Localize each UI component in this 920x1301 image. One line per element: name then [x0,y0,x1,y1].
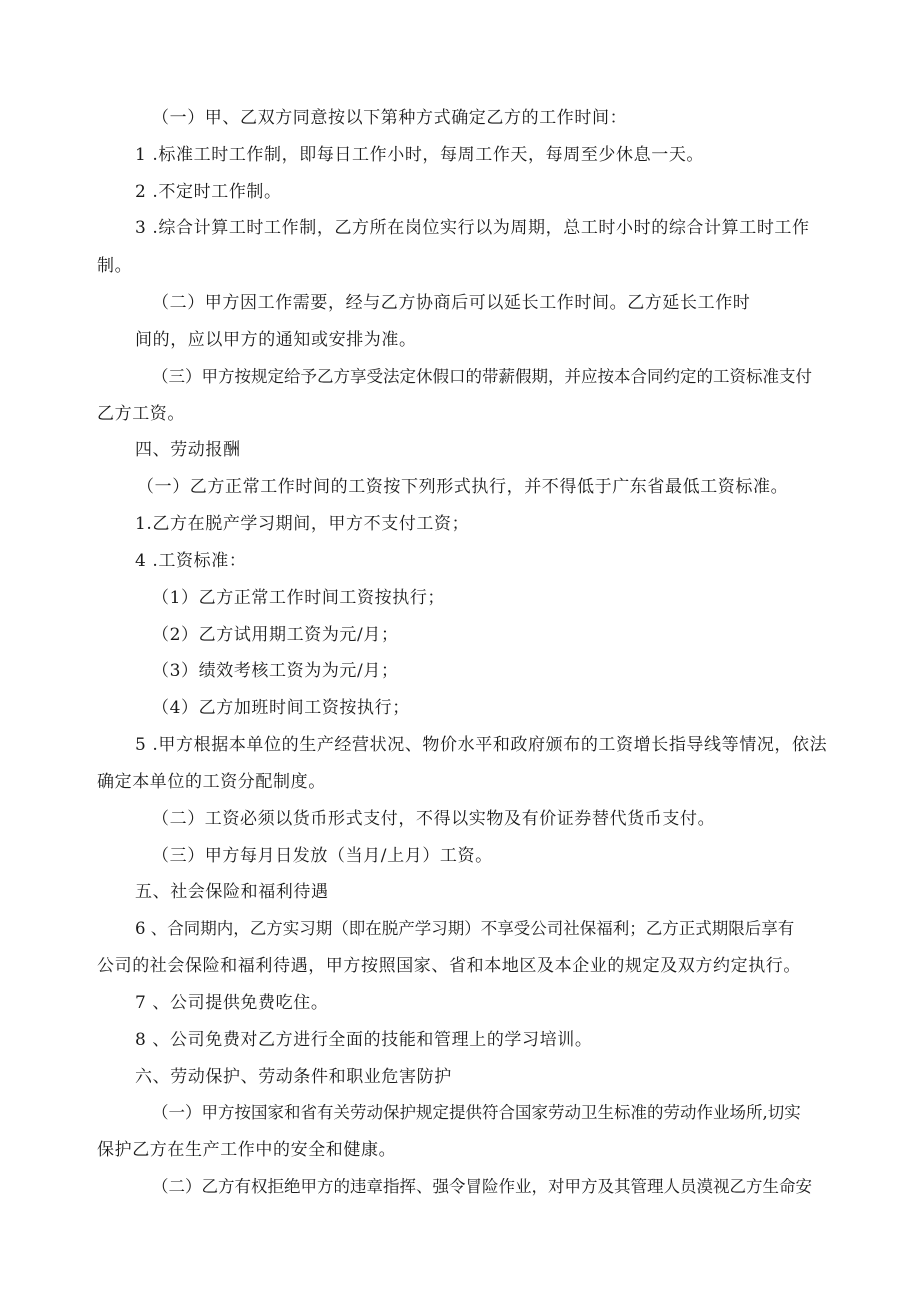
paragraph-line: （1）乙方正常工作时间工资按执行； [152,588,446,608]
section-heading: 五、社会保险和福利待遇 [135,882,329,902]
paragraph-line: （二）甲方因工作需要，经与乙方协商后可以延长工作时间。乙方延长工作时 [152,293,751,313]
paragraph-line: 制。 [97,256,133,276]
paragraph-line: （4）乙方加班时间工资按执行； [152,698,410,718]
paragraph-line: （三）甲方按规定给予乙方享受法定休假口的带薪假期，并应按本合同约定的工资标准支付 [152,367,812,386]
paragraph-line: （一）乙方正常工作时间的工资按下列形式执行，并不得低于广东省最低工资标准。 [137,477,789,497]
paragraph-line: 公司的社会保险和福利待遇，甲方按照国家、省和本地区及本企业的规定及双方约定执行。 [97,956,801,976]
paragraph-line: 乙方工资。 [97,404,185,424]
paragraph-line: 3 .综合计算工时工作制，乙方所在岗位实行以为周期，总工时小时的综合计算工时工作 [135,218,810,238]
paragraph-line: 间的，应以甲方的通知或安排为准。 [135,330,417,350]
paragraph-line: 8 、公司免费对乙方进行全面的技能和管理上的学习培训。 [135,1030,593,1050]
paragraph-line: （三）甲方每月日发放（当月/上月）工资。 [152,846,493,866]
paragraph-line: 1 .标准工时工作制，即每日工作小时，每周工作天，每周至少休息一天。 [135,145,705,165]
paragraph-line: （一）甲方按国家和省有关劳动保护规定提供符合国家劳动卫生标准的劳动作业场所,切实 [152,1103,801,1122]
section-heading: 六、劳动保护、劳动条件和职业危害防护 [135,1067,452,1087]
paragraph-line: 4 .工资标准： [135,551,247,571]
paragraph-line: （3）绩效考核工资为为元/月； [152,661,399,681]
paragraph-line: 7 、公司提供免费吃住。 [135,993,329,1013]
paragraph-line: 6 、合同期内，乙方实习期（即在脱产学习期）不享受公司社保福利；乙方正式期限后享有 [135,919,795,938]
paragraph-line: （一）甲、乙双方同意按以下第种方式确定乙方的工作时间： [152,108,628,128]
paragraph-line: 确定本单位的工资分配制度。 [97,772,326,792]
paragraph-line: 5 .甲方根据本单位的生产经营状况、物价水平和政府颁布的工资增长指导线等情况，依法 [135,735,828,755]
paragraph-line: 保护乙方在生产工作中的安全和健康。 [97,1140,397,1160]
paragraph-line: （二）乙方有权拒绝甲方的违章指挥、强令冒险作业，对甲方及其管理人员漠视乙方生命安 [152,1177,812,1196]
paragraph-line: 1.乙方在脱产学习期间，甲方不支付工资； [135,514,470,534]
paragraph-line: （二）工资必须以货币形式支付，不得以实物及有价证券替代货币支付。 [152,809,716,829]
paragraph-line: （2）乙方试用期工资为元/月； [152,625,399,645]
section-heading: 四、劳动报酬 [135,440,241,460]
paragraph-line: 2 .不定时工作制。 [135,182,282,202]
